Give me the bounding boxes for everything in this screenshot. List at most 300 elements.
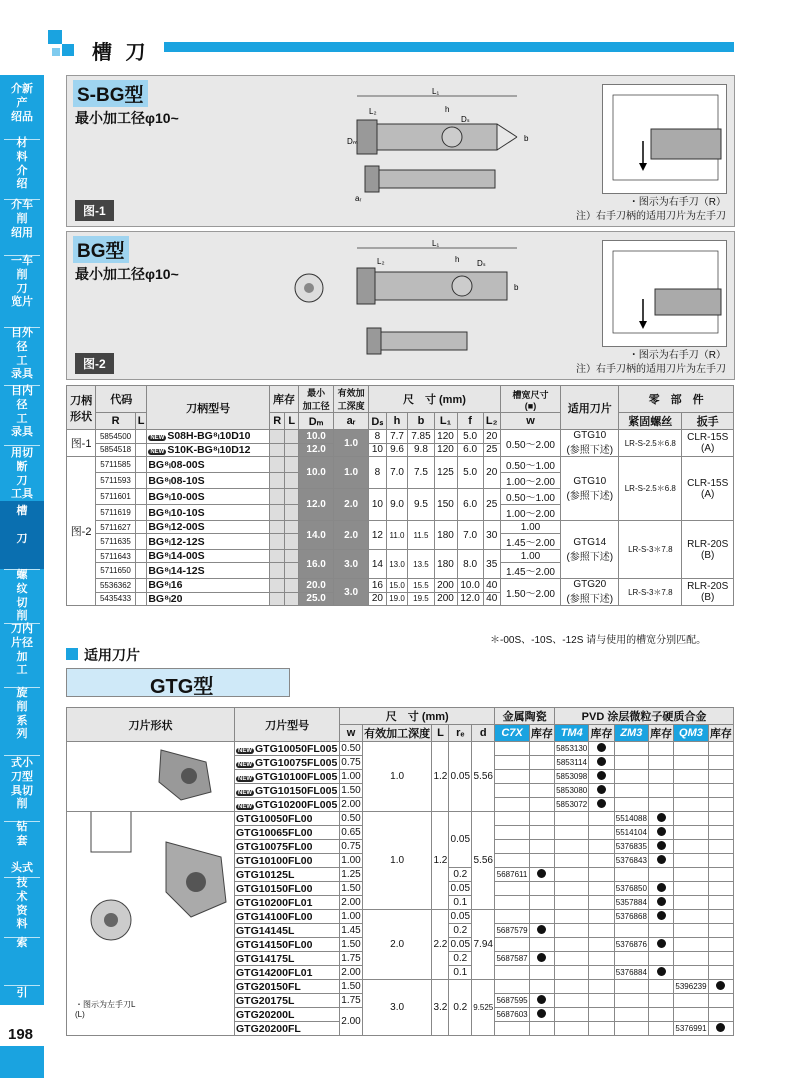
grade-tm4-code bbox=[554, 910, 588, 924]
holder-model bbox=[147, 579, 270, 593]
dim-l2: 20 bbox=[483, 430, 500, 444]
dim-ds: 12 bbox=[369, 521, 387, 550]
dim-l1: 120 bbox=[434, 430, 457, 444]
bg-figure-label: 图-2 bbox=[75, 353, 114, 374]
col-l2: L₂ bbox=[483, 413, 500, 430]
sidebar-item-8[interactable]: 螺 纹 切 削 bbox=[16, 569, 28, 623]
holder-code: 5711601 bbox=[96, 489, 136, 505]
grade-c7x-stock bbox=[529, 896, 554, 910]
stock-l bbox=[285, 473, 299, 489]
insert-model-text: GTG10150FL00 bbox=[236, 882, 313, 895]
grade-tm4-code bbox=[554, 840, 588, 854]
grade-tm4-stock bbox=[589, 742, 614, 756]
stock-l bbox=[285, 489, 299, 505]
grade-zm3-stock bbox=[649, 854, 674, 868]
dim-l2: 30 bbox=[483, 521, 500, 550]
dim-b: 13.5 bbox=[408, 550, 434, 579]
in-stock-dot bbox=[657, 813, 666, 822]
bg-technical-drawing bbox=[277, 240, 577, 365]
grade-tm4-code: 5853130 bbox=[554, 742, 588, 756]
dim-h: 9.6 bbox=[386, 443, 408, 457]
grade-tm4-code bbox=[554, 854, 588, 868]
col-insert-l: L bbox=[432, 725, 449, 742]
col-parts: 零 部 件 bbox=[619, 386, 734, 413]
stock-l bbox=[285, 563, 299, 579]
stock-r bbox=[269, 592, 284, 606]
col-h: h bbox=[386, 413, 408, 430]
sidebar-item-6[interactable]: 用切 断 刀 工具 bbox=[11, 447, 33, 501]
insert-model-text: GTG14150FL00 bbox=[236, 938, 313, 951]
grade-qm3-code bbox=[674, 896, 708, 910]
grade-qm3-code bbox=[674, 924, 708, 938]
insert-model-text: GTG10050FL00 bbox=[236, 812, 313, 825]
svg-text:b: b bbox=[524, 134, 529, 143]
holder-model bbox=[147, 534, 270, 550]
sidebar-item-1[interactable]: 材 料 介 绍 bbox=[16, 137, 28, 191]
holder-code: 5854518 bbox=[96, 443, 136, 457]
insert-model bbox=[235, 756, 340, 770]
holder-model-text: BG⁸ₗ14-12S bbox=[148, 564, 205, 577]
grade-tm4-code bbox=[554, 868, 588, 882]
grade-zm3-stock bbox=[649, 798, 674, 812]
wrench: RLR-20S (B) bbox=[682, 579, 734, 606]
dim-h: 7.0 bbox=[386, 457, 408, 489]
grade-zm3-code bbox=[614, 924, 648, 938]
grade-tm4-stock bbox=[589, 770, 614, 784]
grade-c7x-code: 5687579 bbox=[495, 924, 529, 938]
insert-model bbox=[235, 952, 340, 966]
holder-code-l bbox=[135, 457, 146, 473]
in-stock-dot bbox=[537, 1009, 546, 1018]
insert-model bbox=[235, 966, 340, 980]
insert-model bbox=[235, 924, 340, 938]
holder-model bbox=[147, 457, 270, 473]
applicable-insert: GTG10 (参照下述) bbox=[561, 430, 619, 457]
sidebar-item-7[interactable]: 槽 刀 bbox=[0, 501, 44, 569]
sidebar-item-10[interactable]: 旋 削 系 列 bbox=[16, 687, 28, 741]
clamp-screw: LR-S-2.5＊6.8 bbox=[619, 457, 682, 521]
insert-depth: 2.0 bbox=[362, 910, 432, 980]
clamp-screw: LR-S-3＊7.8 bbox=[619, 579, 682, 606]
insert-model bbox=[235, 896, 340, 910]
insert-model bbox=[235, 770, 340, 784]
grade-tm4-stock bbox=[589, 924, 614, 938]
insert-model bbox=[235, 938, 340, 952]
grade-qm3-code bbox=[674, 798, 708, 812]
svg-text:L₂: L₂ bbox=[369, 107, 377, 116]
grade-zm3-stock bbox=[649, 952, 674, 966]
insert-figure-note: ・图示为左手刀L (L) bbox=[75, 1000, 136, 1019]
grade-qm3-code bbox=[674, 966, 708, 980]
dim-l1: 200 bbox=[434, 579, 457, 593]
insert-re: 0.05 bbox=[449, 812, 472, 868]
svg-text:Dₛ: Dₛ bbox=[477, 259, 486, 268]
grade-zm3-code bbox=[614, 1008, 648, 1022]
holder-model bbox=[147, 505, 270, 521]
effective-depth: 1.0 bbox=[334, 430, 369, 457]
grade-zm3-stock bbox=[649, 938, 674, 952]
effective-depth: 2.0 bbox=[334, 489, 369, 521]
insert-depth: 1.0 bbox=[362, 742, 432, 812]
insert-L: 3.2 bbox=[432, 980, 449, 1036]
in-stock-dot bbox=[716, 981, 725, 990]
dim-l2: 35 bbox=[483, 550, 500, 579]
stock-r bbox=[269, 521, 284, 534]
insert-w: 1.00 bbox=[341, 911, 361, 922]
new-icon: NEW bbox=[238, 775, 252, 782]
grade-tm4-stock bbox=[589, 1022, 614, 1036]
grade-zm3-code bbox=[614, 868, 648, 882]
dim-ds: 8 bbox=[369, 457, 387, 489]
insert-w: 1.50 bbox=[341, 883, 361, 894]
grade-zm3-stock bbox=[649, 924, 674, 938]
insert-model bbox=[235, 784, 340, 798]
dim-ds: 14 bbox=[369, 550, 387, 579]
min-dia: 12.0 bbox=[299, 443, 334, 457]
grade-qm3-code bbox=[674, 854, 708, 868]
grade-c7x-stock bbox=[529, 812, 554, 826]
grade-qm3-code bbox=[674, 994, 708, 1008]
sidebar-item-3[interactable]: 一车 削 刀 览片 bbox=[11, 255, 33, 309]
insert-w: 0.75 bbox=[341, 841, 361, 852]
grade-tm4-stock bbox=[589, 840, 614, 854]
groove-width: 0.50～2.00 bbox=[500, 430, 561, 457]
insert-w: 0.75 bbox=[341, 757, 361, 768]
in-stock-dot bbox=[657, 883, 666, 892]
grade-c7x-code: 5687595 bbox=[495, 994, 529, 1008]
sidebar-item-11[interactable]: 式小 刀型 具切 削 bbox=[11, 757, 33, 811]
sidebar-item-0[interactable]: 介新 产 绍品 bbox=[11, 83, 33, 123]
insert-w: 1.25 bbox=[341, 869, 361, 880]
col-b: b bbox=[408, 413, 434, 430]
col-ar: aᵣ bbox=[334, 413, 369, 430]
grade-qm3-code bbox=[674, 756, 708, 770]
new-icon: NEW bbox=[238, 803, 252, 810]
stock-l bbox=[285, 592, 299, 606]
in-stock-dot bbox=[597, 743, 606, 752]
row-figure: 图-2 bbox=[67, 457, 96, 606]
applicable-insert: GTG20 (参照下述) bbox=[561, 579, 619, 606]
insert-model bbox=[235, 812, 340, 826]
stock-l bbox=[285, 521, 299, 534]
dim-b: 7.5 bbox=[408, 457, 434, 489]
grade-c7x-code bbox=[495, 840, 529, 854]
insert-re: 0.2 bbox=[449, 952, 472, 966]
insert-model bbox=[235, 994, 340, 1008]
insert-model bbox=[235, 882, 340, 896]
grade-zm3-stock bbox=[649, 756, 674, 770]
grade-zm3-code bbox=[614, 952, 648, 966]
dim-b: 7.85 bbox=[408, 430, 434, 444]
dim-l2: 20 bbox=[483, 457, 500, 489]
stock-l bbox=[285, 550, 299, 563]
grade-c7x-stock bbox=[529, 770, 554, 784]
insert-w: 1.50 bbox=[341, 785, 361, 796]
insert-shape-cell bbox=[67, 812, 235, 1036]
grade-qm3-code bbox=[674, 1008, 708, 1022]
groove-width: 1.00 bbox=[500, 521, 561, 534]
dim-f: 6.0 bbox=[457, 489, 483, 521]
col-ds: Dₛ bbox=[369, 413, 387, 430]
grade-zm3-code: 5376876 bbox=[614, 938, 648, 952]
holder-model bbox=[147, 430, 270, 444]
applicable-insert: GTG10 (参照下述) bbox=[561, 457, 619, 521]
grade-qm3-stock bbox=[708, 756, 733, 770]
dim-l2: 40 bbox=[483, 579, 500, 593]
holder-row bbox=[67, 430, 734, 444]
min-dia: 10.0 bbox=[299, 430, 334, 444]
in-stock-dot bbox=[657, 827, 666, 836]
groove-width: 1.45～2.00 bbox=[500, 534, 561, 550]
svg-text:b: b bbox=[514, 283, 519, 292]
in-stock-dot bbox=[657, 855, 666, 864]
grade-c7x-stock bbox=[529, 1022, 554, 1036]
dim-h: 11.0 bbox=[386, 521, 408, 550]
col-insert-dims: 尺 寸 (mm) bbox=[340, 708, 495, 725]
grade-tm4-code bbox=[554, 994, 588, 1008]
insert-re: 0.2 bbox=[449, 980, 472, 1036]
grade-c7x-stock bbox=[529, 784, 554, 798]
dim-f: 6.0 bbox=[457, 443, 483, 457]
sidebar-item-5[interactable]: 目内 径 工 录具 bbox=[11, 385, 33, 439]
dim-ds: 10 bbox=[369, 443, 387, 457]
insert-model-text: GTG14175L bbox=[236, 952, 295, 965]
grade-qm3-code bbox=[674, 840, 708, 854]
grade-qm3-stock bbox=[708, 770, 733, 784]
grade-tm4-stock bbox=[589, 994, 614, 1008]
grade-c7x-code bbox=[495, 784, 529, 798]
holder-code: 5711585 bbox=[96, 457, 136, 473]
sbg-figure-label: 图-1 bbox=[75, 200, 114, 221]
sidebar-item-9[interactable]: 刀内 片径 加 工 bbox=[11, 623, 33, 677]
header-decoration bbox=[48, 30, 62, 44]
holder-code: 5711650 bbox=[96, 563, 136, 579]
sbg-title: S-BG型 bbox=[73, 80, 148, 107]
svg-text:aᵣ: aᵣ bbox=[355, 194, 362, 203]
insert-w: 0.50 bbox=[341, 813, 361, 824]
effective-depth: 3.0 bbox=[334, 550, 369, 579]
dim-b: 9.5 bbox=[408, 489, 434, 521]
grade-zm3-code bbox=[614, 770, 648, 784]
grade-c7x-stock bbox=[529, 826, 554, 840]
col-c7x: C7X bbox=[495, 725, 529, 742]
insert-model-text: GTG10200FL005 bbox=[255, 798, 338, 811]
stock-r bbox=[269, 457, 284, 473]
grade-zm3-stock bbox=[649, 882, 674, 896]
insert-model-text: GTG10125L bbox=[236, 868, 295, 881]
insert-model bbox=[235, 840, 340, 854]
stock-l bbox=[285, 534, 299, 550]
new-icon: NEW bbox=[238, 789, 252, 796]
grade-tm4-stock bbox=[589, 798, 614, 812]
sidebar-item-2[interactable]: 介车 削 绍用 bbox=[11, 199, 33, 239]
grade-c7x-stock bbox=[529, 1008, 554, 1022]
grade-tm4-stock bbox=[589, 854, 614, 868]
grade-qm3-stock bbox=[708, 826, 733, 840]
grade-tm4-stock bbox=[589, 952, 614, 966]
insert-d: 7.94 bbox=[472, 910, 495, 980]
in-stock-dot bbox=[597, 785, 606, 794]
holder-code: 5435433 bbox=[96, 592, 136, 606]
new-icon: NEW bbox=[150, 435, 165, 442]
sbg-detail-drawing bbox=[602, 84, 727, 194]
sbg-figure-panel bbox=[66, 75, 735, 227]
svg-text:Dₛ: Dₛ bbox=[461, 115, 470, 124]
holder-code-l bbox=[135, 505, 146, 521]
insert-w: 2.00 bbox=[341, 897, 361, 908]
sidebar-item-12[interactable]: 钻 套 头式 bbox=[11, 821, 33, 875]
grade-c7x-code bbox=[495, 854, 529, 868]
insert-re: 0.05 bbox=[450, 939, 471, 950]
grade-qm3-stock bbox=[708, 784, 733, 798]
clamp-screw: LR-S-3＊7.8 bbox=[619, 521, 682, 579]
holder-code-l bbox=[135, 521, 146, 534]
col-stock: 库存 bbox=[269, 386, 298, 413]
grade-c7x-code bbox=[495, 826, 529, 840]
grade-c7x-code: 5687587 bbox=[495, 952, 529, 966]
grade-qm3-stock bbox=[708, 910, 733, 924]
dim-h: 7.7 bbox=[386, 430, 408, 444]
wrench: CLR-15S (A) bbox=[682, 430, 734, 457]
dim-l2: 25 bbox=[483, 489, 500, 521]
sidebar-item-15[interactable]: 引 bbox=[16, 987, 28, 999]
grade-qm3-stock bbox=[708, 994, 733, 1008]
col-code-r: R bbox=[96, 413, 136, 430]
col-insert-w: w bbox=[340, 725, 363, 742]
insert-w: 1.00 bbox=[341, 855, 361, 866]
grade-zm3-code bbox=[614, 742, 648, 756]
insert-model-text: GTG14100FL00 bbox=[236, 910, 313, 923]
in-stock-dot bbox=[657, 841, 666, 850]
stock-r bbox=[269, 443, 284, 457]
grade-c7x-code bbox=[495, 756, 529, 770]
section-marker bbox=[66, 648, 78, 660]
sidebar-item-4[interactable]: 目外 径 工 录具 bbox=[11, 327, 33, 381]
wrench: CLR-15S (A) bbox=[682, 457, 734, 521]
section-title: 适用刀片 bbox=[84, 647, 140, 663]
holder-code-l bbox=[135, 443, 146, 457]
insert-w: 0.65 bbox=[341, 827, 361, 838]
holder-row bbox=[67, 521, 734, 534]
dim-l1: 150 bbox=[434, 489, 457, 521]
dim-l2: 40 bbox=[483, 592, 500, 606]
grade-qm3-code bbox=[674, 882, 708, 896]
gtg-title: GTG型 bbox=[150, 676, 214, 698]
groove-width: 0.50～1.00 bbox=[500, 489, 561, 505]
dim-l1: 180 bbox=[434, 521, 457, 550]
grade-zm3-code bbox=[614, 1022, 648, 1036]
grade-tm4-stock bbox=[589, 868, 614, 882]
dim-h: 13.0 bbox=[386, 550, 408, 579]
insert-re: 0.05 bbox=[449, 742, 472, 812]
grade-zm3-stock bbox=[649, 784, 674, 798]
holder-model-text: S08H-BG⁸ₗ10D10 bbox=[167, 430, 251, 443]
holder-code: 5711627 bbox=[96, 521, 136, 534]
insert-re: 0.2 bbox=[449, 868, 472, 882]
min-dia: 20.0 bbox=[299, 579, 334, 593]
clamp-screw: LR-S-2.5＊6.8 bbox=[619, 430, 682, 457]
grade-tm4-code bbox=[554, 966, 588, 980]
page-title: 槽 刀 bbox=[92, 42, 150, 64]
stock-r bbox=[269, 534, 284, 550]
holder-code-l bbox=[135, 430, 146, 444]
grade-qm3-code bbox=[674, 770, 708, 784]
holder-model bbox=[147, 592, 270, 606]
dim-b: 15.5 bbox=[408, 579, 434, 593]
grade-zm3-stock bbox=[649, 980, 674, 994]
insert-w: 1.50 bbox=[341, 939, 361, 950]
sidebar-item-14[interactable]: 索 bbox=[16, 937, 28, 949]
grade-c7x-code bbox=[495, 1022, 529, 1036]
sidebar bbox=[0, 75, 44, 1005]
grade-c7x-stock bbox=[529, 882, 554, 896]
stock-r bbox=[269, 505, 284, 521]
grade-c7x-stock bbox=[529, 994, 554, 1008]
dim-f: 12.0 bbox=[457, 592, 483, 606]
col-c7x-stock: 库存 bbox=[529, 725, 554, 742]
holder-code: 5854500 bbox=[96, 430, 136, 444]
insert-model-text: GTG10065FL00 bbox=[236, 826, 313, 839]
page-number: 198 bbox=[8, 1026, 34, 1043]
grade-tm4-stock bbox=[589, 966, 614, 980]
grade-zm3-code: 5514104 bbox=[614, 826, 648, 840]
insert-model-text: GTG10075FL00 bbox=[236, 840, 313, 853]
stock-l bbox=[285, 505, 299, 521]
grade-zm3-code: 5376843 bbox=[614, 854, 648, 868]
stock-r bbox=[269, 489, 284, 505]
grade-c7x-stock bbox=[529, 854, 554, 868]
new-icon: NEW bbox=[238, 747, 252, 754]
insert-model-text: GTG20200FL bbox=[236, 1022, 301, 1035]
grade-qm3-stock bbox=[708, 938, 733, 952]
col-zm3: ZM3 bbox=[614, 725, 648, 742]
grade-zm3-stock bbox=[649, 1022, 674, 1036]
row-figure: 图-1 bbox=[67, 430, 96, 457]
insert-depth: 1.0 bbox=[362, 812, 432, 910]
sbg-subtitle: 最小加工径φ10~ bbox=[75, 110, 179, 126]
insert-d: 5.56 bbox=[472, 812, 495, 910]
dim-h: 15.0 bbox=[386, 579, 408, 593]
insert-L: 1.2 bbox=[432, 742, 449, 812]
insert-row bbox=[67, 742, 734, 756]
sidebar-item-13[interactable]: 技 术 资 料 bbox=[16, 877, 28, 931]
bg-notes bbox=[576, 349, 726, 376]
grade-c7x-code: 5687611 bbox=[495, 868, 529, 882]
insert-table bbox=[66, 707, 734, 1036]
grade-c7x-code bbox=[495, 938, 529, 952]
grade-c7x-stock bbox=[529, 868, 554, 882]
bg-note-2: 注）右手刀柄的适用刀片为左手刀 bbox=[576, 363, 726, 375]
grade-zm3-stock bbox=[649, 770, 674, 784]
stock-r bbox=[269, 579, 284, 593]
grade-c7x-code bbox=[495, 742, 529, 756]
grade-zm3-stock bbox=[649, 896, 674, 910]
effective-depth: 3.0 bbox=[334, 579, 369, 606]
grade-qm3-stock bbox=[708, 882, 733, 896]
in-stock-dot bbox=[597, 771, 606, 780]
insert-model-text: GTG10150FL005 bbox=[255, 784, 338, 797]
bg-detail-drawing bbox=[602, 240, 727, 347]
grade-tm4-code bbox=[554, 938, 588, 952]
insert-model-text: GTG10200FL01 bbox=[236, 896, 313, 909]
header-bar bbox=[164, 42, 734, 52]
col-code: 代码 bbox=[96, 386, 147, 413]
holder-model bbox=[147, 473, 270, 489]
insert-model bbox=[235, 1008, 340, 1022]
holder-table bbox=[66, 385, 734, 606]
bg-title: BG型 bbox=[73, 236, 129, 263]
grade-qm3-code bbox=[674, 952, 708, 966]
